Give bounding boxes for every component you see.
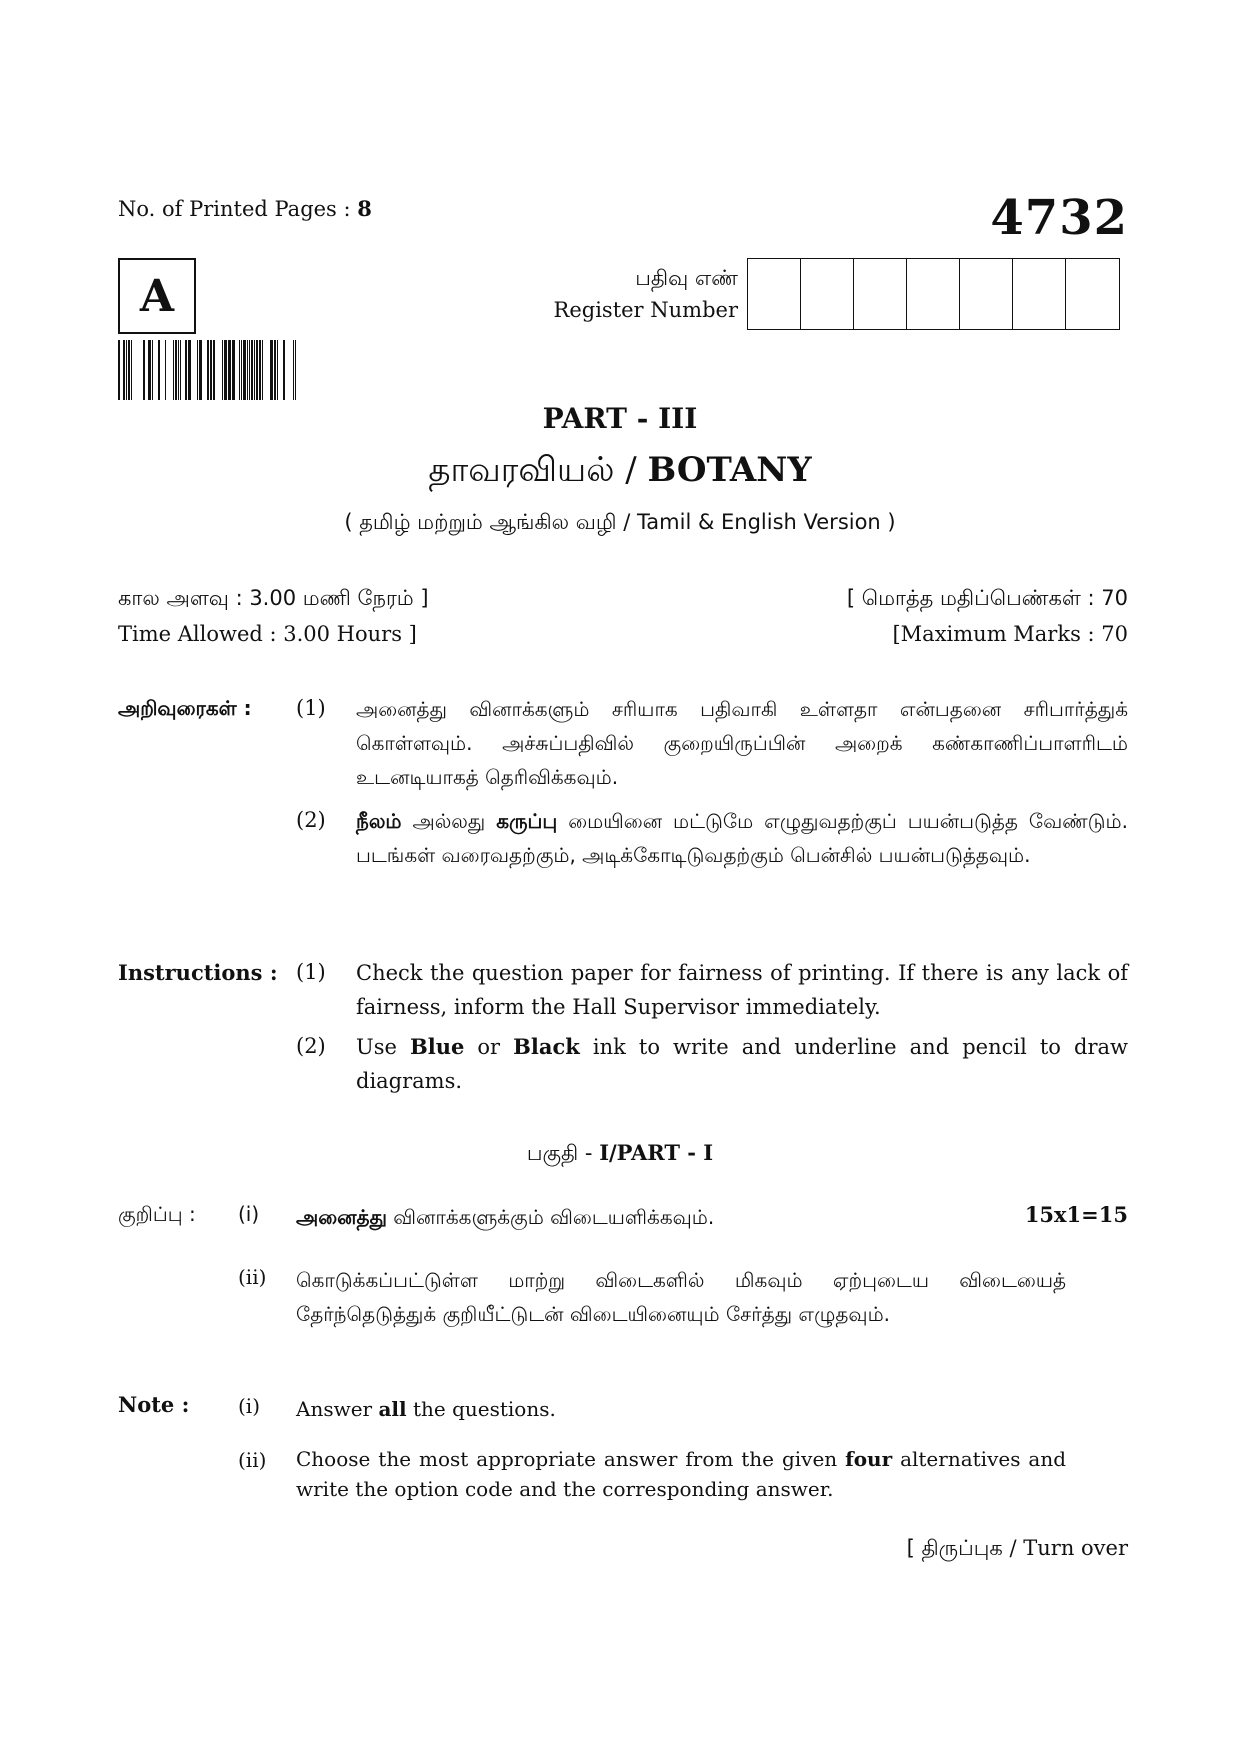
instruction-en-text bbox=[356, 1030, 1128, 1098]
turn-over-separator: / bbox=[1002, 1536, 1024, 1560]
section-title-en: I/PART - I bbox=[599, 1140, 714, 1165]
note-ta-text: கொடுக்கப்பட்டுள்ள மாற்று விடைகளில் மிகவும் ஏற்புடைய விடையைத் தேர்ந்தெடுத்துக் குறியீட்டுடன் விடையினையும் சேர்த்து எழுதவும். bbox=[296, 1268, 1066, 1326]
max-marks-en: [Maximum Marks : 70 bbox=[892, 622, 1128, 646]
text-fragment: வினாக்களுக்கும் விடையளிக்கவும். bbox=[386, 1205, 715, 1229]
instruction-en-number: (2) bbox=[296, 1034, 326, 1058]
section-title-ta: பகுதி - bbox=[526, 1141, 600, 1165]
note-ta-text bbox=[296, 1200, 1066, 1234]
text-fragment: the questions. bbox=[406, 1397, 556, 1421]
note-en-label: Note : bbox=[118, 1392, 190, 1417]
text-fragment: Use bbox=[356, 1035, 410, 1059]
printed-pages bbox=[118, 196, 372, 221]
instruction-ta-number: (2) bbox=[296, 808, 326, 832]
subject-separator: / bbox=[614, 450, 648, 490]
note-en-text bbox=[296, 1392, 1066, 1426]
note-en-text bbox=[296, 1444, 1066, 1504]
version-line: ( தமிழ் மற்றும் ஆங்கில வழி / Tamil & English Version ) bbox=[344, 510, 896, 534]
subject-title bbox=[0, 450, 1240, 494]
note-en-number: (ii) bbox=[238, 1448, 267, 1472]
emphasis-four-en: four bbox=[845, 1447, 893, 1471]
register-cell[interactable] bbox=[801, 259, 854, 329]
register-cell[interactable] bbox=[748, 259, 801, 329]
ink-black-ta: கருப்பு bbox=[496, 809, 558, 833]
time-row-ta bbox=[118, 586, 1128, 613]
paper-code: 4732 bbox=[990, 190, 1128, 246]
register-cell[interactable] bbox=[1066, 259, 1119, 329]
note-en-number: (i) bbox=[238, 1394, 261, 1418]
max-marks-ta: [ மொத்த மதிப்பெண்கள் : 70 bbox=[846, 586, 1128, 610]
text-fragment: ink to write and underline and pencil to draw diagrams. bbox=[356, 1035, 1128, 1093]
ink-blue-en: Blue bbox=[409, 1034, 465, 1059]
register-cell[interactable] bbox=[907, 259, 960, 329]
turn-over bbox=[907, 1536, 1128, 1563]
ink-black-en: Black bbox=[513, 1034, 580, 1059]
note-ta-number: (i) bbox=[238, 1202, 260, 1226]
time-allowed-ta: கால அளவு : 3.00 மணி நேரம் ] bbox=[118, 586, 429, 610]
subject-en: BOTANY bbox=[647, 450, 812, 490]
text-fragment: alternatives and write the option code and the corresponding answer. bbox=[296, 1447, 1067, 1501]
note-ta-label: குறிப்பு : bbox=[118, 1202, 196, 1226]
barcode bbox=[118, 340, 304, 400]
printed-pages-label: No. of Printed Pages : bbox=[118, 197, 358, 221]
turn-over-en: Turn over bbox=[1023, 1536, 1128, 1560]
instruction-en-text: Check the question paper for fairness of printing. If there is any lack of fairness, inform the Hall Supervisor immediately. bbox=[356, 961, 1128, 1019]
instruction-ta-text: அனைத்து வினாக்களும் சரியாக பதிவாகி உள்ளதா என்பதனை சரிபார்த்துக் கொள்ளவும். அச்சுப்பதிவில் குறையிருப்பின் அறைக் கண்காணிப்பாளரிடம் உடனடியாகத் தெரிவிக்கவும். bbox=[356, 697, 1128, 789]
register-number-grid[interactable] bbox=[747, 258, 1120, 330]
register-number-label bbox=[520, 262, 738, 326]
instructions-en-label: Instructions : bbox=[118, 960, 278, 985]
marks-allocation: 15x1=15 bbox=[1024, 1202, 1128, 1227]
text-fragment: or bbox=[464, 1035, 514, 1059]
emphasis-all-en: all bbox=[378, 1397, 407, 1421]
register-cell[interactable] bbox=[854, 259, 907, 329]
time-allowed-en: Time Allowed : 3.00 Hours ] bbox=[118, 622, 417, 646]
turn-over-ta: [ திருப்புக bbox=[906, 1536, 1003, 1560]
printed-pages-value: 8 bbox=[357, 196, 372, 221]
register-label-ta: பதிவு எண் bbox=[635, 266, 738, 290]
text-fragment: மையினை மட்டுமே எழுதுவதற்குப் பயன்படுத்த வேண்டும். படங்கள் வரைவதற்கும், அடிக்கோடிடுவதற்கும் பென்சில் பயன்படுத்தவும். bbox=[356, 809, 1128, 867]
text-fragment: அல்லது bbox=[401, 809, 497, 833]
section-title bbox=[0, 1140, 1240, 1168]
register-label-en: Register Number bbox=[553, 298, 738, 322]
emphasis-all-ta: அனைத்து bbox=[296, 1205, 387, 1229]
text-fragment: Choose the most appropriate answer from the given bbox=[296, 1447, 846, 1471]
register-cell[interactable] bbox=[1013, 259, 1066, 329]
register-cell[interactable] bbox=[960, 259, 1013, 329]
series-box: A bbox=[118, 258, 196, 334]
time-row-en bbox=[118, 622, 1128, 646]
instructions-ta-label: அறிவுரைகள் : bbox=[118, 696, 252, 720]
ink-blue-ta: நீலம் bbox=[356, 809, 402, 833]
note-ta-number: (ii) bbox=[238, 1265, 267, 1289]
part-title: PART - III bbox=[542, 402, 698, 435]
text-fragment: Answer bbox=[296, 1397, 379, 1421]
instruction-ta-text bbox=[356, 804, 1128, 872]
instruction-en-number: (1) bbox=[296, 960, 326, 984]
instruction-ta-number: (1) bbox=[296, 696, 326, 720]
subject-ta: தாவரவியல் bbox=[428, 450, 615, 490]
